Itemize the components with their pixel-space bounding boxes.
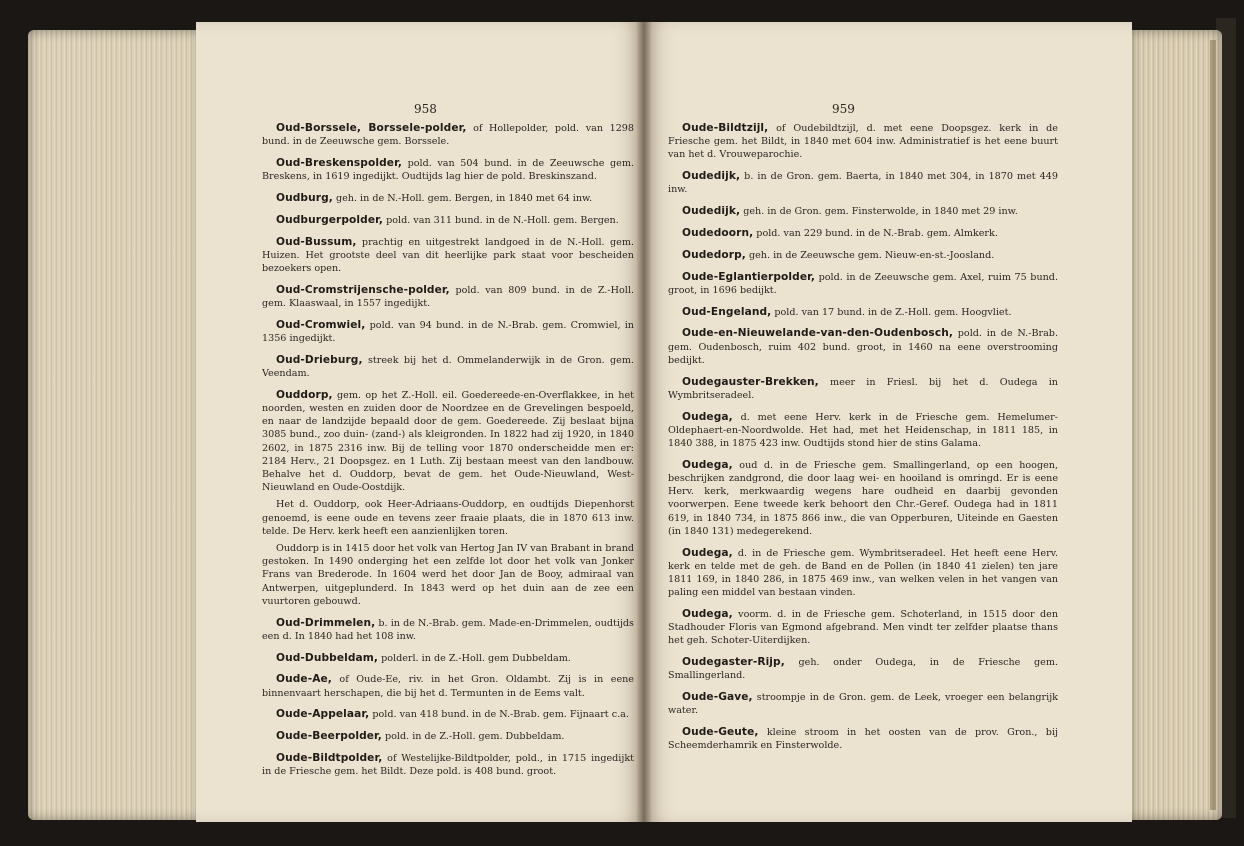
entry-headword: Oudedoorn,: [682, 227, 754, 239]
entry-text: d. met eene Herv. kerk in de Friesche gem. Hemelumer-Oldephaert-en-Noordwolde. Het had, met het Heidenschap, in 1811 185, in 1840 388, in 1875 423 inw. Oudtijds stond hier de stins Galama.: [668, 411, 1058, 449]
page-number: 959: [832, 102, 855, 116]
entry-text: oud d. in de Friesche gem. Smallingerland, op een hoogen, beschrijken zandgrond, die door laag wei- en hooiland is omringd. Er is eene Herv. kerk, merkwaardig wegens hare oudheid en daarbij gevonden voorwerpen. Eene tweede kerk behoort den Chr.-Geref. Oudega had in 1811 619, in 1840 734, in 1875 866 inw., die van Opperburen, Uiteinde en Gaesten (in 1840 131) medegerekend.: [668, 459, 1058, 537]
dictionary-entry: [262, 730, 634, 743]
dictionary-entry: [262, 284, 634, 310]
left-column: [262, 122, 634, 787]
dictionary-entry: [262, 673, 634, 699]
page-number: 958: [414, 102, 437, 116]
entry-text: geh. in de N.-Holl. gem. Bergen, in 1840 met 64 inw.: [332, 193, 593, 204]
entry-headword: Oudega,: [682, 546, 733, 559]
dictionary-entry: [262, 354, 634, 380]
entry-headword: Oudburg,: [276, 192, 333, 204]
entry-text: pold. van 311 bund. in de N.-Holl. gem. Bergen.: [383, 214, 619, 226]
entry-headword: Oude-en-Nieuwelande-van-den-Oudenbosch,: [682, 327, 953, 340]
entry-headword: Oud-Drimmelen,: [276, 616, 376, 629]
right-page: [644, 22, 1132, 822]
dictionary-entry: [668, 249, 1058, 262]
dictionary-entry: [668, 205, 1058, 218]
entry-text: kleine stroom in het oosten van de prov. Gron., bij Scheemderhamrik en Finsterwolde.: [668, 727, 1058, 752]
entry-paragraph: Het d. Ouddorp, ook Heer-Adriaans-Ouddorp, en oudtijds Diepenhorst genoemd, is eene oude en tevens zeer fraaie plaats, die in 1870 613 inw. telde. De Herv. kerk heeft een aanzienlijken toren.: [262, 499, 634, 537]
entry-text: stroompje in de Gron. gem. de Leek, vroeger een belangrijk water.: [668, 692, 1058, 717]
dictionary-entry: [262, 157, 634, 183]
entry-text: polderl. in de Z.-Holl. gem Dubbeldam.: [378, 652, 571, 664]
entry-headword: Oudedijk,: [682, 170, 741, 183]
entry-text: geh. in de Zeeuwsche gem. Nieuw-en-st.-Joosland.: [745, 249, 995, 261]
entry-text: of Hollepolder, pold. van 1298 bund. in de Zeeuwsche gem. Borssele.: [262, 123, 635, 148]
entry-text: pold. van 94 bund. in de N.-Brab. gem. Cromwiel, in 1356 ingedijkt.: [262, 319, 634, 344]
dictionary-entry: [262, 236, 634, 276]
dictionary-entry: [262, 214, 634, 227]
entry-text: geh. in de Gron. gem. Finsterwolde, in 1840 met 29 inw.: [740, 206, 1018, 218]
dictionary-entry: [668, 271, 1058, 297]
entry-headword: Oud-Dubbeldam,: [276, 651, 379, 664]
dictionary-entry: [262, 122, 634, 148]
entry-headword: Oude-Ae,: [276, 673, 332, 686]
dictionary-entry: [668, 411, 1058, 451]
dictionary-entry: [668, 227, 1058, 240]
dictionary-entry: [668, 691, 1058, 717]
entry-headword: Oudegauster-Brekken,: [682, 375, 819, 388]
entry-text: of Oude-Ee, riv. in het Gron. Oldambt. Zij is in eene binnenvaart herschapen, die bij het d. Termunten in de Eems valt.: [262, 674, 634, 699]
entry-headword: Oud-Borssele, Borssele-polder,: [276, 122, 467, 134]
entry-text: pold. van 229 bund. in de N.-Brab. gem. Almkerk.: [753, 228, 998, 239]
entry-text: geh. onder Oudega, in de Friesche gem. Smallingerland.: [668, 657, 1058, 682]
entry-text: prachtig en uitgestrekt landgoed in de N.-Holl. gem. Huizen. Het grootste deel van dit heerlijke park staat voor bescheiden bezoekers open.: [262, 236, 634, 274]
dictionary-entry: [668, 656, 1058, 682]
entry-text: b. in de Gron. gem. Baerta, in 1840 met 304, in 1870 met 449 inw.: [668, 171, 1058, 196]
dictionary-entry: [668, 459, 1058, 538]
entry-text: pold. van 809 bund. in de Z.-Holl. gem. Klaaswaal, in 1557 ingedijkt.: [262, 284, 634, 309]
entry-headword: Oud-Bussum,: [276, 235, 357, 248]
entry-headword: Oude-Eglantierpolder,: [682, 270, 816, 283]
dictionary-entry: [668, 306, 1058, 319]
entry-headword: Oud-Engeland,: [682, 305, 772, 318]
page-edges-left: [28, 30, 200, 820]
dictionary-entry: [262, 752, 634, 778]
left-page: [196, 22, 644, 822]
bookmark-ribbon: [1210, 40, 1216, 810]
dictionary-entry: [262, 389, 634, 495]
entry-headword: Oude-Appelaar,: [276, 708, 370, 721]
dictionary-entry: [668, 547, 1058, 600]
entry-text: pold. in de Zeeuwsche gem. Axel, ruim 75 bund. groot, in 1696 bedijkt.: [668, 271, 1058, 296]
dictionary-entry: [262, 708, 634, 721]
entry-headword: Oudega,: [682, 458, 733, 471]
dictionary-entry: [668, 122, 1058, 162]
entry-headword: Ouddorp,: [276, 388, 333, 401]
dictionary-entry: [668, 608, 1058, 648]
entry-text: of Oudebildtzijl, d. met eene Doopsgez. kerk in de Friesche gem. het Bildt, in 1840 met 604 inw. Administratief is het eene buurt van het d. Vrouweparochie.: [668, 123, 1058, 161]
entry-text: pold. van 17 bund. in de Z.-Holl. gem. Hoogvliet.: [771, 306, 1012, 318]
entry-text: b. in de N.-Brab. gem. Made-en-Drimmelen, oudtijds een d. In 1840 had het 108 inw.: [262, 617, 634, 642]
dictionary-entry: [668, 726, 1058, 752]
dictionary-entry: [262, 192, 634, 205]
entry-headword: Oude-Bildtpolder,: [276, 752, 383, 765]
entry-headword: Oudedijk,: [682, 205, 741, 218]
entry-headword: Oudega,: [682, 608, 733, 621]
entry-text: d. in de Friesche gem. Wymbritseradeel. Het heeft eene Herv. kerk en telde met de geh. de Band en de Pollen (in 1840 41 zielen) ten jare 1811 169, in 1840 286, in 1875 469 inw., van welken velen in het vangen van paling een middel van bestaan vinden.: [668, 547, 1058, 599]
dictionary-entry: [262, 617, 634, 643]
entry-text: pold. in de N.-Brab. gem. Oudenbosch, ruim 402 bund. groot, in 1460 na eene overstrooming bedijkt.: [668, 328, 1058, 366]
entry-headword: Oude-Bildtzijl,: [682, 122, 769, 134]
entry-headword: Oude-Gave,: [682, 691, 753, 704]
entry-text: meer in Friesl. bij het d. Oudega in Wymbritseradeel.: [668, 376, 1058, 401]
right-column: [668, 122, 1058, 761]
entry-text: pold. van 418 bund. in de N.-Brab. gem. Fijnaart c.a.: [369, 709, 629, 721]
entry-headword: Oud-Breskenspolder,: [276, 157, 402, 169]
entry-text: pold. in de Z.-Holl. gem. Dubbeldam.: [381, 731, 565, 743]
dictionary-entry: [262, 319, 634, 345]
entry-text: streek bij het d. Ommelanderwijk in de Gron. gem. Veendam.: [262, 354, 634, 379]
dictionary-entry: [668, 170, 1058, 196]
entry-headword: Oud-Drieburg,: [276, 353, 363, 366]
dictionary-entry: [262, 652, 634, 665]
entry-headword: Oud-Cromwiel,: [276, 318, 366, 331]
entry-text: pold. van 504 bund. in de Zeeuwsche gem. Breskens, in 1619 ingedijkt. Oudtijds lag hier de pold. Breskinszand.: [262, 158, 634, 183]
dictionary-entry: [668, 327, 1058, 367]
entry-headword: Oudegaster-Rijp,: [682, 656, 785, 669]
entry-text: gem. op het Z.-Holl. eil. Goedereede-en-Overflakkee, in het noorden, westen en zuiden door de Noordzee en de Grevelingen bespoeld, en naar de landzijde bepaald door de gem. Goedereede. Zij beslaat bijna 3085 bund., zoo duin- (zand-) als kleigronden. In 1822 had zij 1920, in 1840 2602, in 1875 2316 inw. Bij de telling voor 1870 onderscheidde men er: 2184 Herv., 21 Doopsgez. en 1 Luth. Zij bestaan meest van den landbouw. Behalve het d. Ouddorp, bevat de gem. het Oude-Nieuwland, West-Nieuwland en Oude-Oostdijk.: [262, 389, 634, 494]
entry-headword: Oudega,: [682, 410, 733, 423]
entry-headword: Oudburgerpolder,: [276, 213, 384, 226]
entry-text: of Westelijke-Bildtpolder, pold., in 1715 ingedijkt in de Friesche gem. het Bildt. Deze pold. is 408 bund. groot.: [262, 753, 634, 778]
page-edges-right: [1130, 30, 1222, 820]
entry-text: voorm. d. in de Friesche gem. Schoterland, in 1515 door den Stadhouder Floris van Egmond afgebrand. Men vindt ter zelfder plaatse thans het geh. Schoter-Uiterdijken.: [668, 609, 1058, 647]
entry-headword: Oud-Cromstrijensche-polder,: [276, 283, 450, 296]
book-gutter: [636, 22, 652, 822]
entry-paragraph: Ouddorp is in 1415 door het volk van Hertog Jan IV van Brabant in brand gestoken. In 1490 onderging het een zelfde lot door het volk van Jonker Frans van Brederode. In 1604 werd het door Jan de Booy, admiraal van Antwerpen, uitgeplunderd. In 1843 werd op het duin aan de zee een vuurtoren gebouwd.: [262, 543, 635, 607]
dictionary-entry: [668, 376, 1058, 402]
entry-headword: Oude-Beerpolder,: [276, 730, 382, 743]
entry-headword: Oude-Geute,: [682, 726, 759, 739]
entry-headword: Oudedorp,: [682, 248, 746, 261]
